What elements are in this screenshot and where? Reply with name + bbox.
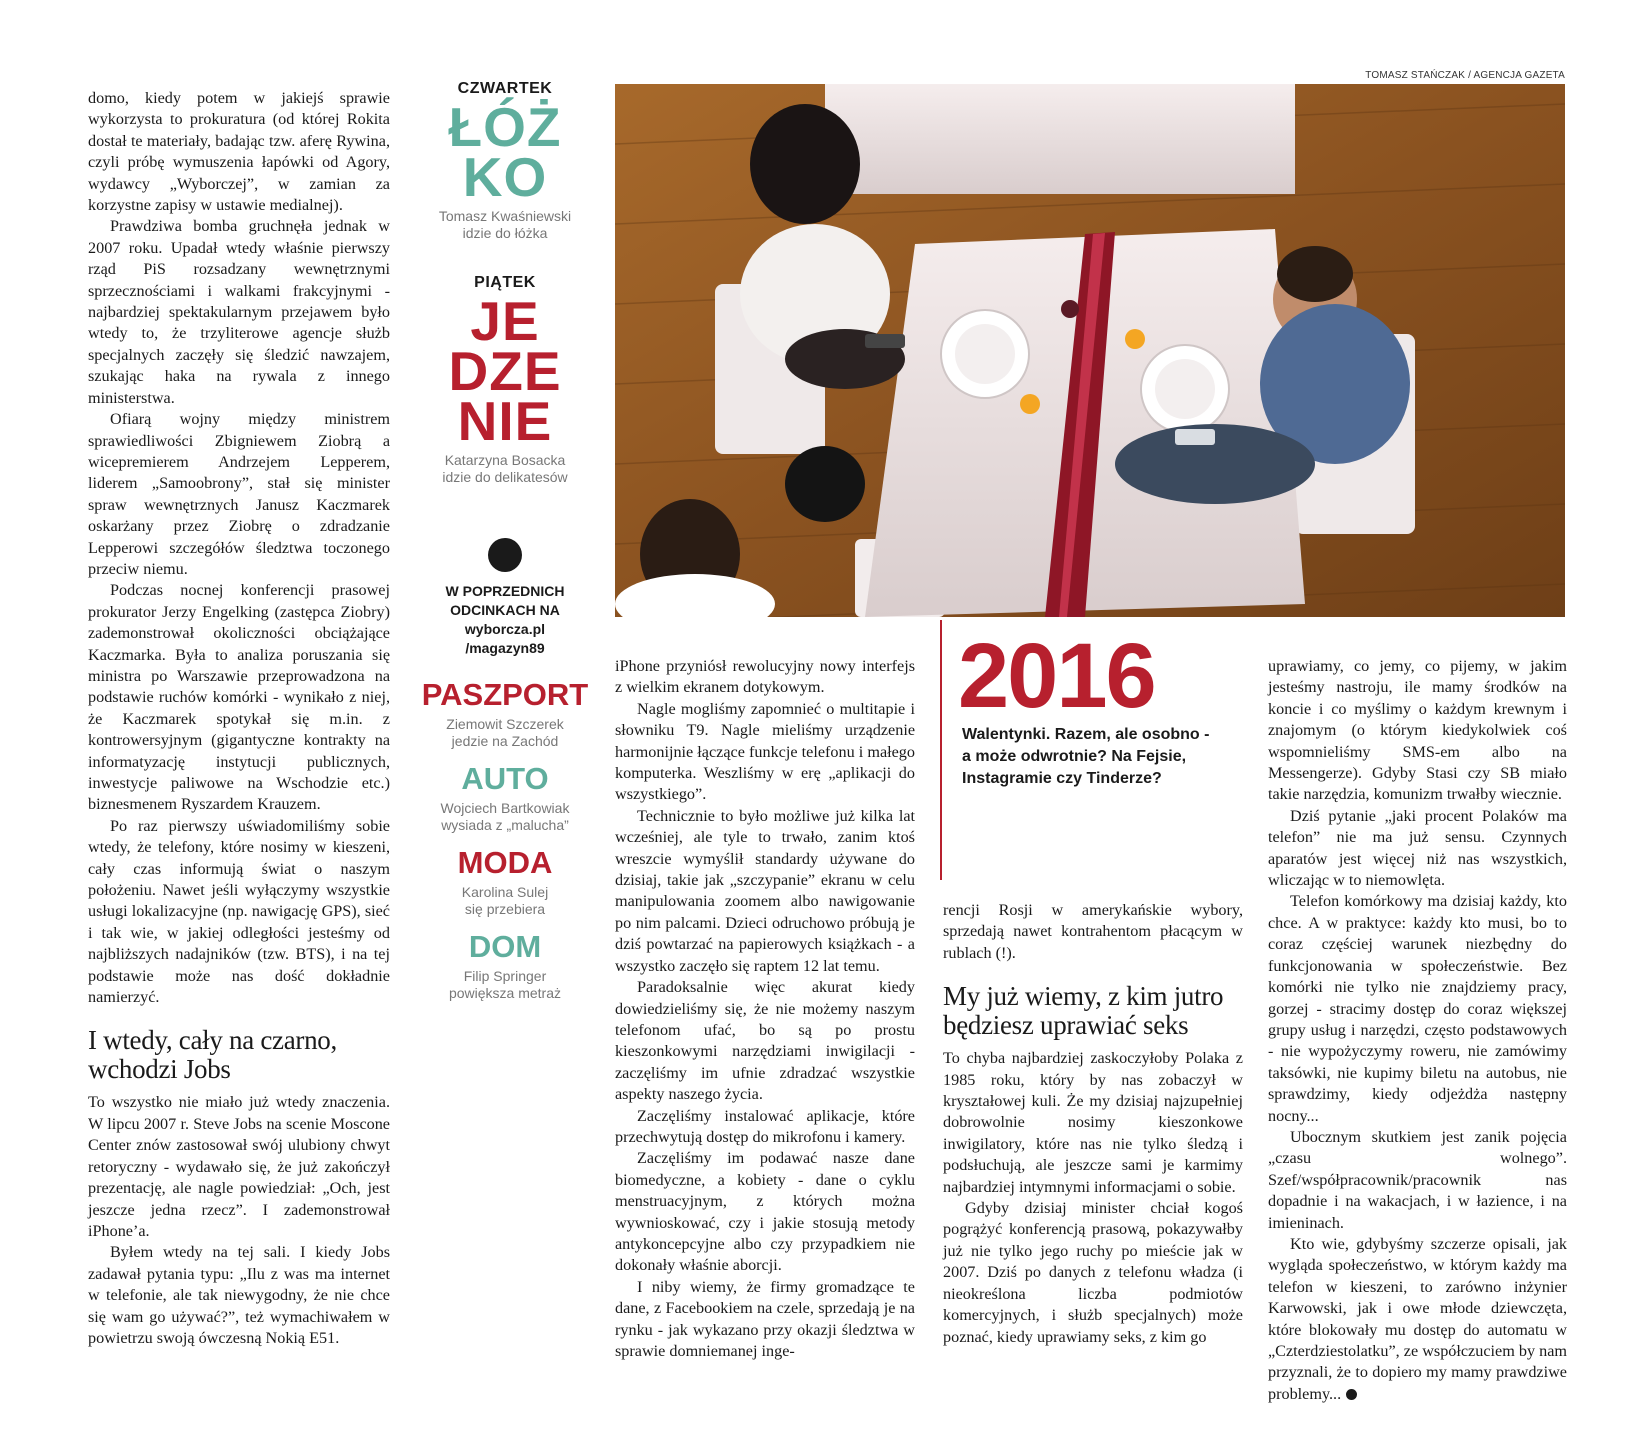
topic-title: JE [470,290,540,352]
episode-title-dom: DOM [468,929,542,964]
accent-divider [940,620,942,880]
day-label: PIĄTEK [474,274,536,291]
paragraph: Telefon komórkowy ma dzisiaj każdy, kto chce. A w praktyce: każdy kto musi, bo to coraz częściej warunek niezbędny do funkcjonowania w społeczeństwie. Bez komórki nie tylko nie znajdziemy pracy, gorzej - stracimy dostęp do coraz większej grupy usług i narzędzi, często podstawowych - nie wypożyczymy roweru, nie zamówimy taksówki, nie kupimy biletu na autobus, nie sprawdzimy, kiedy odjeżdża następny nocny... [1268,892,1567,1125]
author-line: jedzie na Zachód [451,733,559,749]
paragraph: Kto wie, gdybyśmy szczerze opisali, jak wygląda społeczeństwo, w którym każdy ma telefon w kieszeni, to zarówno inżynier Karwowski, jak i owe młode dziewczęta, które blokowały mu dostęp do automatu w „Czterdziestolatku”, ze współczuciem by nam przyznali, że to dopiero my mamy prawdziwe problemy... [1268,1234,1567,1405]
paragraph: Zaczęliśmy im podawać nasze dane biomedyczne, a kobiety - dane o cyklu menstruacyjnym, z których można wywnioskować, czy i jakie stosują metody antykoncepcyjne albo czy przypadkiem nie dokonały właśnie aborcji. [615,1149,915,1275]
dinner-table-photo-icon [615,84,1565,617]
author-line: idzie do łóżka [462,225,548,241]
paragraph: Po raz pierwszy uświadomiliśmy sobie wtedy, że telefony, które nosimy w kieszeni, cały czas informują świat o naszym położeniu. Nawet jeśli wyłączymy wszystkie usługi lokalizacyjne (np. nawigację GPS), sieć i tak wie, w jakiej odległości jesteśmy od najbliższych nadajników (tzw. BTS), i na tej podstawie może nas dość dokładnie namierzyć. [88,816,390,1007]
year-heading: 2016 [958,625,1155,727]
bullet-dot-icon [488,538,522,572]
previous-episodes-label: ODCINKACH NA [450,602,560,618]
paragraph: I niby wiemy, że firmy gromadzące te dane, z Facebookiem na czele, sprzedają je na rynku - jak wykazano przy okazji śledztwa w sprawie domniemanej inge- [615,1277,915,1360]
paragraph: iPhone przyniósł rewolucyjny nowy interfejs z wielkim ekranem dotykowym. [615,657,915,697]
episode-title-auto: AUTO [461,761,549,796]
paragraph: Technicznie to było możliwe już kilka lat wcześniej, ale tyle to trwało, zanim ktoś wreszcie wymyślił standardy używane do dzisiaj, takie jak „szczypanie” ekranu w celu manipulowania zoomem albo nawigowanie po nim palcami. Dzieci odruchowo próbują je dziś powtarzać na papierowych książkach - a wszystko zaczęło się raptem 12 lat temu. [615,806,915,975]
previous-episodes-link[interactable]: /magazyn89 [465,640,545,656]
paragraph: Paradoksalnie więc akurat kiedy dowiedzieliśmy się, że nie możemy naszym telefonom ufać, bo są po prostu kieszonkowymi narzędziami inwigilacji - zaczęliśmy im ufnie zdradzać wszystkie aspekty naszego życia. [615,978,915,1104]
lead-text: Walentynki. Razem, ale osobno - a może odwrotnie? Na Fejsie, Instagramie czy Tinderze? [962,726,1210,787]
topic-title: NIE [457,390,553,452]
author-line: Filip Springer [463,968,547,984]
author-line: powiększa metraż [448,985,562,1001]
paragraph: Podczas nocnej konferencji prasowej prokurator Jerzy Engelking (zastępca Ziobry) zademonstrował okoliczności obciążające Kaczmarka. Była to analiza poruszania się ministra po Warszawie przeprowadzona na podstawie ruchów komórki - wynikało z niej, że Kaczmarek spotykał się m.in. z kontrowersyjnym (gigantyczne kontrakty na informatyzację instytucji publicznych, inwestycje paliwowe na Wschodzie etc.) biznesmenem Ryszardem Krauzem. [88,581,390,814]
paragraph: Nagle mogliśmy zapomnieć o multitapie i słowniku T9. Nagle mieliśmy urządzenie harmonijnie łączące funkcje telefonu i małego komputerka. Weszliśmy w erę „aplikacji do wszystkiego”. [615,699,915,804]
paragraph: Byłem wtedy na tej sali. I kiedy Jobs zadawał pytania typu: „Ilu z was ma internet w telefonie, ale tak niewygodny, że nie chce się wam go używać?”, też wymachiwałem w powietrzu swoją ówczesną Nokią E51. [88,1243,390,1347]
previous-episodes-link[interactable]: wyborcza.pl [464,621,546,637]
paragraph: Ofiarą wojny między ministrem sprawiedliwości Zbigniewem Ziobrą a wicepremierem Andrzejem Lepperem, liderem „Samoobrony”, stał się minister spraw wewnętrznych Janusz Kaczmarek oskarżany przez Ziobrę o zdradzanie Lepperowi szczegółów śledztwa toczonego przeciw niemu. [88,410,390,578]
paragraph: Gdyby dzisiaj minister chciał kogoś pogrążyć konferencją prasową, pokazywałby już nie tylko jego ruchy po mieście jak w 2007. Dziś po danych z telefonu władza (i nieokreślona liczba podmiotów komercyjnych, i służb specjalnych) może poznać, kiedy uprawiamy seks, z kim go [943,1199,1243,1346]
author-line: Katarzyna Bosacka [444,452,566,468]
paragraph: Prawdziwa bomba gruchnęła jednak w 2007 roku. Upadał wtedy właśnie pierwszy rząd PiS rozsadzany wewnętrznymi sprzecznościami i walkami frakcyjnymi - najbardziej spektakularnym przejawem było wtedy to, że trzyliterowe agencje służb specjalnych zaczęły się śledzić nawzajem, szukając haka na rywala z innego ministerstwa. [88,217,390,407]
paragraph: To wszystko nie miało już wtedy znaczenia. W lipcu 2007 r. Steve Jobs na scenie Moscone Center znów zastosował swój ulubiony chwyt retoryczny - wydawało się, że już zakończył prezentację, ale nagle powiedział: „Och, jest jeszcze jedna rzecz”. I zademonstrował iPhone’a. [88,1093,390,1240]
paragraph: uprawiamy, co jemy, co pijemy, w jakim jesteśmy nastroju, ile mamy środków na koncie i co myślimy o każdym krewnym i znajomym (o którym kiedykolwiek coś wspomnieliśmy SMS-em albo na Messengerze). Gdyby Stasi czy SB miało takie narzędzia, komunizm trwałby wiecznie. [1268,657,1567,804]
article-column-5 [1268,656,1567,1405]
author-line: Wojciech Bartkowiak [440,800,570,816]
author-line: idzie do delikatesów [442,469,568,485]
photo-credit: TOMASZ STAŃCZAK / AGENCJA GAZETA [1365,70,1565,81]
article-column-1 [88,88,390,1349]
article-photo [615,84,1565,617]
author-line: wysiada z „malucha” [441,817,569,833]
author-line: się przebiera [464,901,546,917]
paragraph: domo, kiedy potem w jakiejś sprawie wykorzysta to prokuratura (od której Rokita dostał te materiały, badając tzw. aferę Rywina, czyli próbę wymuszenia łapówki od Agory, wydawcy „Wyborczej”, w zamian za korzystne zapisy w ustawie medialnej). [88,89,390,215]
section-heading: I wtedy, cały na czarno, wchodzi Jobs [88,1025,337,1085]
author-line: Tomasz Kwaśniewski [438,208,572,224]
section-heading: My już wiemy, z kim jutro będziesz uprawiać seks [943,981,1224,1041]
topic-title: KO [462,146,548,208]
episode-title-moda: MODA [457,845,553,880]
article-column-3 [615,656,915,1362]
topic-title: ŁÓŻ [448,96,562,158]
topic-title: DZE [448,340,562,402]
series-sidebar [420,80,590,1002]
paragraph: To chyba najbardziej zaskoczyłoby Polaka z 1985 roku, który by nas zobaczył w kryształowej kuli. Że my dzisiaj najzupełniej dobrowolnie nosimy kieszonkowe inwigilatory, które nas nie tylko śledzą i podsłuchują, ale jeszcze sami je karmimy najbardziej intymnymi informacjami o sobie. [943,1049,1243,1196]
paragraph: rencji Rosji w amerykańskie wybory, sprzedają nawet kontrahentom płacącym w rublach (!). [943,901,1243,962]
paragraph: Dziś pytanie „jaki procent Polaków ma telefon” nie ma już sensu. Czynnych aparatów jest więcej niż nas wszystkich, wliczając w to niemowlęta. [1268,806,1567,890]
day-label: CZWARTEK [457,80,553,97]
episode-title-paszport: PASZPORT [421,677,589,712]
article-column-4 [943,900,1243,1348]
author-line: Karolina Sulej [461,884,549,900]
paragraph: Ubocznym skutkiem jest zanik pojęcia „czasu wolnego”. Szef/współpracownik/pracownik nas dopadnie i na wakacjach, i w łazience, i na imieninach. [1268,1127,1567,1232]
previous-episodes-label: W POPRZEDNICH [445,583,565,599]
paragraph: Zaczęliśmy instalować aplikacje, które przechwytują dostęp do mikrofonu i kamery. [615,1106,915,1146]
author-line: Ziemowit Szczerek [446,716,564,732]
